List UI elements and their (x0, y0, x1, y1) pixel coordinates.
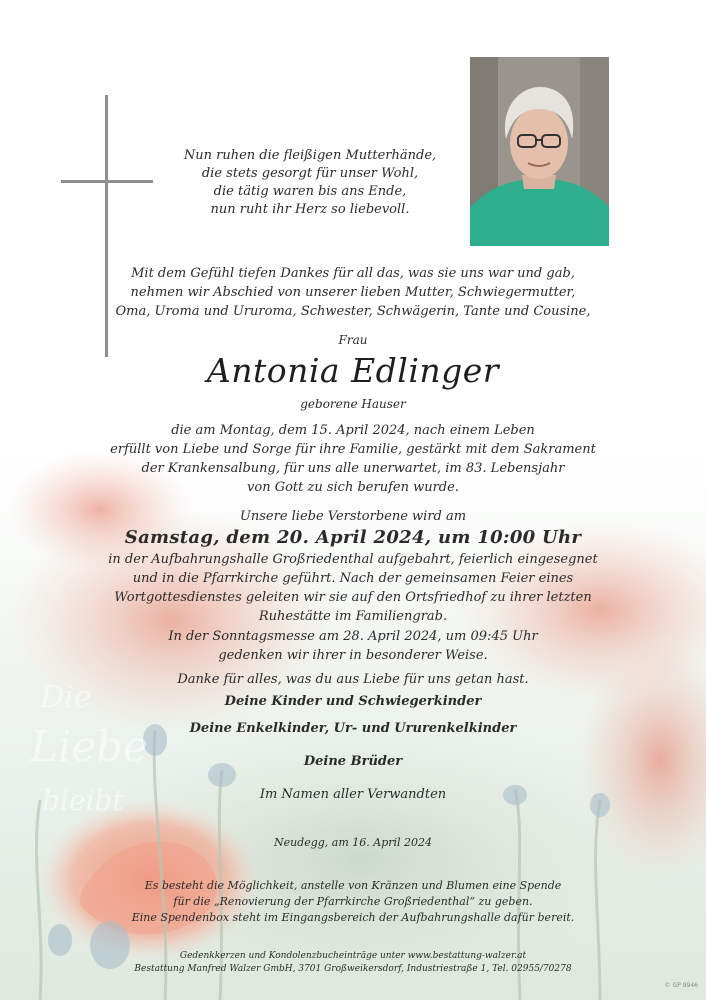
mourner-group: Deine Kinder und Schwiegerkinder (224, 694, 482, 709)
death-details (0, 421, 706, 497)
mourner-group: Deine Brüder (303, 754, 403, 769)
intro-text (0, 264, 706, 321)
mourner-group: Deine Enkelkinder, Ur- und Ururenkelkinder (189, 721, 517, 736)
watermark-word: bleibt (42, 784, 124, 817)
watermark-word: Liebe (30, 722, 148, 771)
document-code: © GP 9946 (664, 982, 698, 989)
details-line: die am Montag, dem 15. April 2024, nach einem Leben (171, 423, 535, 438)
mass-line: In der Sonntagsmesse am 28. April 2024, um 09:45 Uhr (168, 629, 538, 644)
footer-line: Bestattung Manfred Walzer GmbH, 3701 Großweikersdorf, Industriestraße 1, Tel. 02955/70278 (134, 964, 572, 974)
poem-line: die tätig waren bis ans Ende, (213, 184, 407, 199)
birth-name: geborene Hauser (300, 397, 406, 411)
details-line: der Krankensalbung, für uns alle unerwartet, im 83. Lebensjahr (141, 461, 565, 476)
watermark-word: Die (40, 680, 92, 715)
poem-line: nun ruht ihr Herz so liebevoll. (210, 202, 410, 217)
thanks-line: Danke für alles, was du aus Liebe für uns getan hast. (177, 672, 529, 687)
mass-text (0, 627, 706, 665)
donation-line: Eine Spendenbox steht im Eingangsbereich der Aufbahrungshalle dafür bereit. (131, 911, 575, 924)
mass-line: gedenken wir ihrer in besonderer Weise. (218, 648, 488, 663)
relatives-line: Im Namen aller Verwandten (259, 787, 447, 802)
footer-line: Gedenkkerzen und Kondolenzbucheinträge unter www.bestattung-walzer.at (179, 951, 527, 961)
intro-line: Oma, Uroma und Ururoma, Schwester, Schwägerin, Tante und Cousine, (115, 304, 591, 319)
poem-line: Nun ruhen die fleißigen Mutterhände, (183, 148, 437, 163)
salutation: Frau (338, 333, 368, 347)
intro-line: Mit dem Gefühl tiefen Dankes für all das, was sie uns war und gab, (131, 266, 575, 281)
footer (0, 950, 706, 976)
ceremony-text (0, 550, 706, 626)
ceremony-line: Ruhestätte im Familiengrab. (258, 609, 448, 624)
funeral-date: Samstag, dem 20. April 2024, um 10:00 Uhr (124, 527, 582, 548)
donation-note (0, 878, 706, 926)
details-line: erfüllt von Liebe und Sorge für ihre Familie, gestärkt mit dem Sakrament (110, 442, 596, 457)
donation-line: Es besteht die Möglichkeit, anstelle von Kränzen und Blumen eine Spende (144, 879, 562, 892)
ceremony-line: und in die Pfarrkirche geführt. Nach der gemeinsamen Feier eines (132, 571, 574, 586)
poem-line: die stets gesorgt für unser Wohl, (201, 166, 419, 181)
ceremony-line: in der Aufbahrungshalle Großriedenthal aufgebahrt, feierlich eingesegnet (108, 552, 598, 567)
deceased-name: Antonia Edlinger (206, 351, 500, 390)
donation-line: für die „Renovierung der Pfarrkirche Großriedenthal“ zu geben. (173, 895, 533, 908)
poem (90, 147, 530, 219)
place-date: Neudegg, am 16. April 2024 (273, 836, 433, 849)
details-line: von Gott zu sich berufen wurde. (247, 480, 459, 495)
funeral-intro: Unsere liebe Verstorbene wird am (239, 509, 467, 524)
intro-line: nehmen wir Abschied von unserer lieben Mutter, Schwiegermutter, (130, 285, 576, 300)
ceremony-line: Wortgottesdienstes geleiten wir sie auf den Ortsfriedhof zu ihrer letzten (114, 590, 592, 605)
